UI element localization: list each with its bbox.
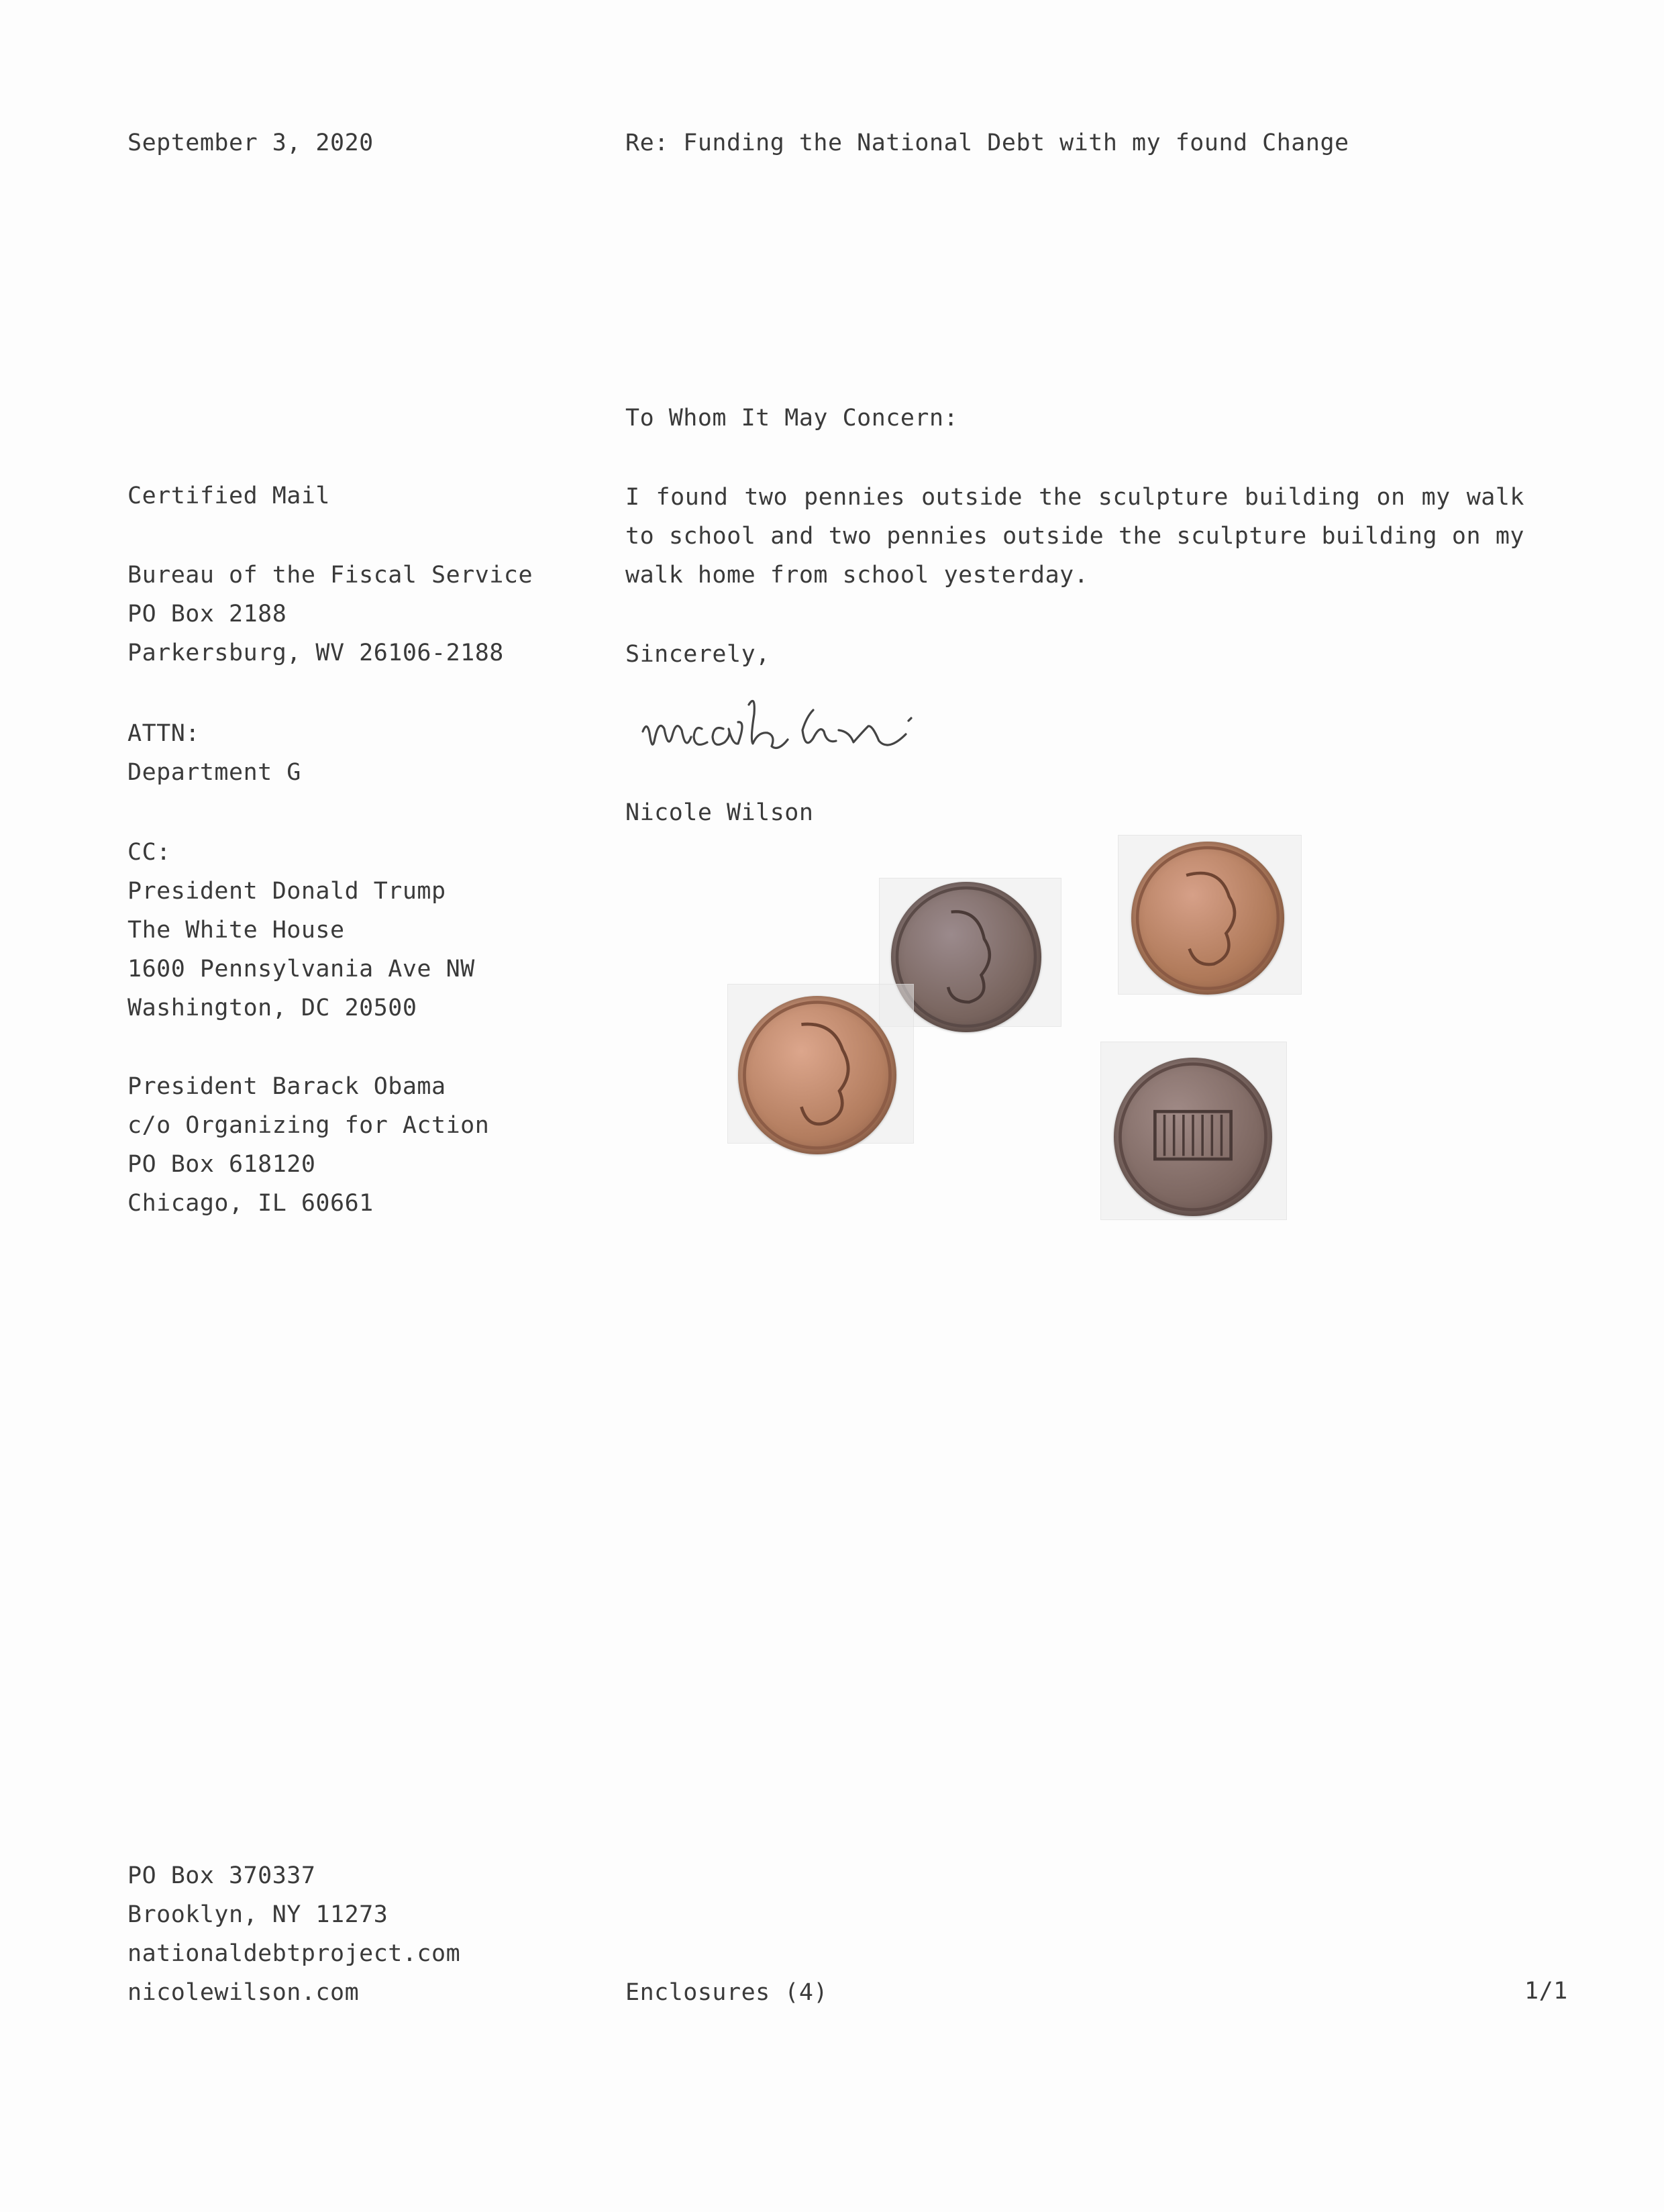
penny-obverse	[1131, 842, 1284, 995]
sender-address	[127, 1856, 460, 2012]
cc-address-line: The White House	[127, 917, 345, 944]
penny-reverse	[1114, 1058, 1272, 1216]
sender-line: Brooklyn, NY 11273	[127, 1901, 388, 1928]
cc-address-line: Chicago, IL 60661	[127, 1190, 374, 1217]
enclosed-penny-4	[1094, 1042, 1295, 1223]
cc-label: CC:	[127, 839, 171, 866]
page-number: 1/1	[1524, 1978, 1568, 2005]
address-line: Parkersburg, WV 26106-2188	[127, 640, 504, 666]
letter-subject: Re: Funding the National Debt with my found Change	[625, 130, 1349, 156]
address-line: PO Box 2188	[127, 601, 287, 627]
enclosed-penny-2	[1114, 827, 1315, 1001]
cc-address-line: PO Box 618120	[127, 1151, 316, 1178]
cc-address-line: c/o Organizing for Action	[127, 1112, 490, 1139]
enclosures-note: Enclosures (4)	[625, 1979, 829, 2006]
cc-address-line: 1600 Pennsylvania Ave NW	[127, 956, 475, 983]
attn-block	[127, 714, 301, 792]
salutation: To Whom It May Concern:	[625, 405, 959, 432]
signer-name: Nicole Wilson	[625, 799, 814, 826]
cc2-block	[127, 1067, 489, 1223]
cc-address-line: President Barack Obama	[127, 1073, 446, 1100]
cc-block	[127, 833, 475, 1027]
letter-body: I found two pennies outside the sculpture building on my walk to school and two pennies outside the sculpture building on my walk home from school yesterday.	[625, 484, 1524, 589]
cc-address-line: President Donald Trump	[127, 878, 446, 905]
recipient-address	[127, 556, 533, 672]
cc-address-line: Washington, DC 20500	[127, 995, 417, 1021]
letter-date: September 3, 2020	[127, 130, 374, 156]
sender-link[interactable]: nicolewilson.com	[127, 1979, 360, 2006]
sender-line: PO Box 370337	[127, 1862, 316, 1889]
penny-obverse	[738, 996, 896, 1154]
recipient-block	[127, 476, 330, 515]
handwritten-signature	[637, 691, 959, 772]
sender-link[interactable]: nationaldebtproject.com	[127, 1940, 461, 1967]
attn-label: ATTN:	[127, 720, 200, 747]
closing: Sincerely,	[625, 641, 770, 668]
enclosed-penny-3	[727, 980, 922, 1154]
attn-department: Department G	[127, 759, 301, 786]
delivery-method: Certified Mail	[127, 483, 331, 509]
address-line: Bureau of the Fiscal Service	[127, 562, 533, 589]
